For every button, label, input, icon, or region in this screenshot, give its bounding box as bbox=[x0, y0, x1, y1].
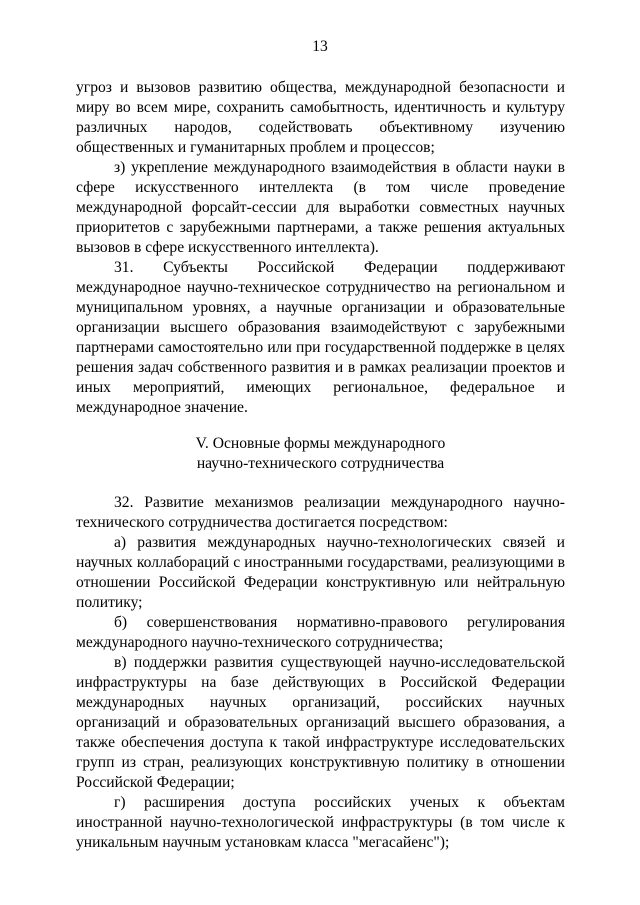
section-heading bbox=[76, 434, 565, 474]
page-number: 13 bbox=[312, 38, 328, 55]
paragraph-item-b: б) совершенствования нормативно-правового регулирования международного научно-технического сотрудничества; bbox=[76, 614, 565, 651]
document-body bbox=[76, 78, 565, 853]
paragraph-item-z: з) укрепление международного взаимодействия в области науки в сфере искусственного интеллекта (в том числе проведение международной форсайт-сессии для выработки совместных научных приоритетов с зарубежными партнерами, а также решения актуальных вызовов в сфере искусственного интеллекта). bbox=[76, 159, 565, 256]
section-heading-line-2: научно-технического сотрудничества bbox=[196, 455, 445, 472]
paragraph-31: 31. Субъекты Российской Федерации поддерживают международное научно-техническое сотрудничество на региональном и муниципальном уровнях, а научные организации и образовательные организации высшего образования взаимодействуют с зарубежными партнерами самостоятельно или при государственной поддержке в целях решения задач собственного развития и в рамках реализации проектов и иных мероприятий, имеющих региональное, федеральное и международное значение. bbox=[76, 259, 565, 416]
paragraph-32: 32. Развитие механизмов реализации международного научно-технического сотрудничества достигается посредством: bbox=[76, 494, 565, 531]
paragraph-continuation: угроз и вызовов развитию общества, международной безопасности и миру во всем мире, сохранить самобытность, идентичность и культуру различных народов, содействовать объективному изучению общественных и гуманитарных проблем и процессов; bbox=[76, 79, 565, 156]
paragraph-item-g: г) расширения доступа российских ученых к объектам иностранной научно-технологической инфраструктуры (в том числе к уникальным научным установкам класса "мегасайенс"); bbox=[76, 794, 565, 851]
paragraph-item-v: в) поддержки развития существующей научно-исследовательской инфраструктуры на базе действующих в Российской Федерации международных научных организаций, российских научных организаций и образовательных организаций высшего образования, а также обеспечения доступа к такой инфраструктуре исследовательских групп из стран, реализующих конструктивную политику в отношении Российской Федерации; bbox=[76, 654, 565, 791]
section-heading-line-1: V. Основные формы международного bbox=[195, 435, 446, 452]
paragraph-item-a: а) развития международных научно-технологических связей и научных коллабораций с иностранными государствами, реализующими в отношении Российской Федерации конструктивную или нейтральную политику; bbox=[76, 534, 565, 611]
